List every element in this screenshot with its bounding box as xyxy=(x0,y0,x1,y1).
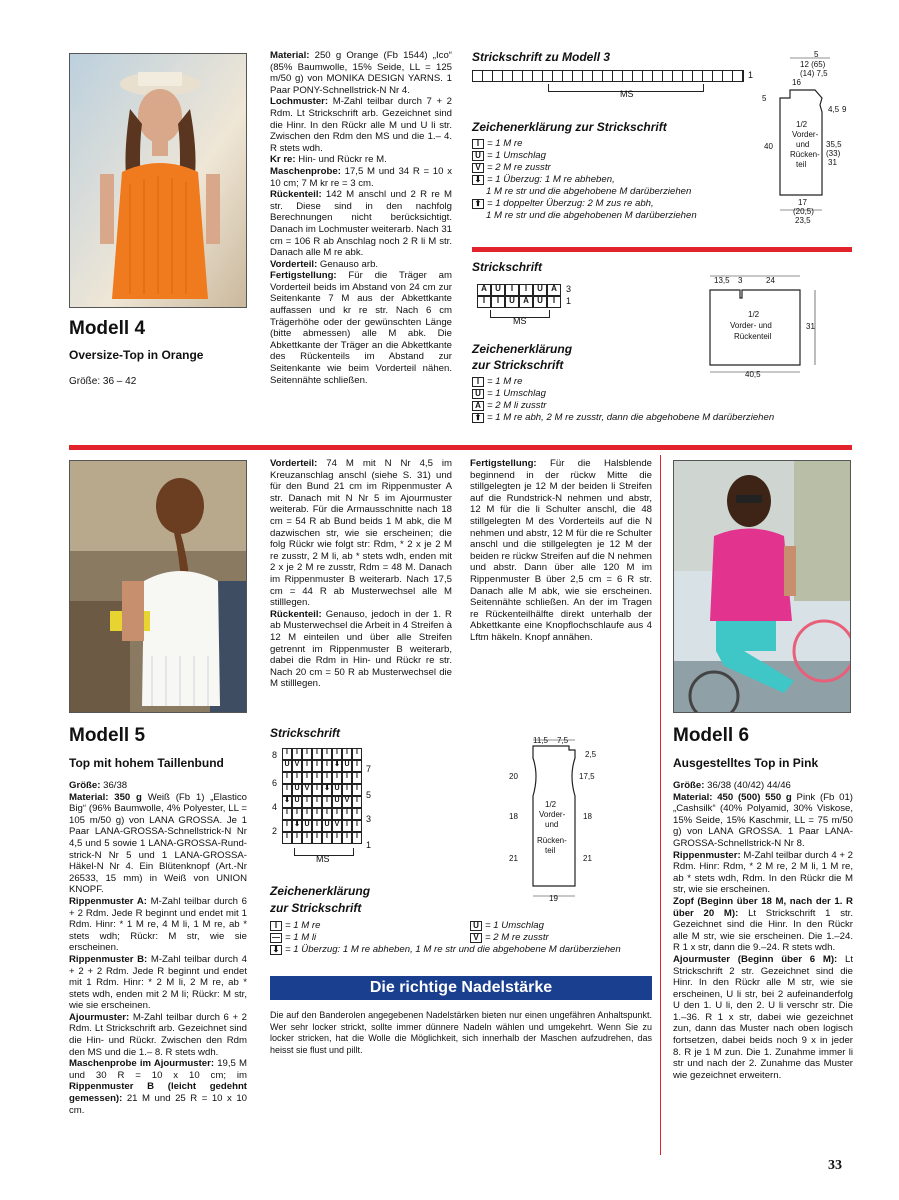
chart-cell: I xyxy=(312,820,322,832)
legend-item: V = 2 M re zusstr xyxy=(470,932,650,944)
chart-cell: I xyxy=(352,748,362,760)
modell-3-row-number: 1 xyxy=(748,70,754,80)
modell-5-chart-heading: Strickschrift xyxy=(270,726,341,740)
chart-cell: I xyxy=(342,808,352,820)
modell-3-chart-row xyxy=(472,70,744,82)
modell-5-instructions-right: Fertigstellung: Für die Halsblende beginnend in der rückw Mitte die stillgelegten je 12 M der beiden li Streifen auf die Rundstrick-N nehmen und abstr, 12 M für die li Schulter anschl, die 48 stillgelegten M des Vorderteils auf die N nehmen und abstr, 12 M für die re Schulter anschl und die stillgelegten je 12 M der beiden re rückw Streifen auf die N nehmen und abstr. Dann über alle 120 M im Rippenmuster B über 2,5 cm = 6 R str. Danach alle M abk, wie sie erscheinen. Seitennähte schließen. An der im Tragen re Rückenteilhälfte direkt unterhalb der Abkettkante eine Knopflochschlaufe aus 4 Lftm häkeln. Knopf annähen. xyxy=(470,458,652,643)
knit-symbol-icon: I xyxy=(472,377,484,387)
chart-cell: I xyxy=(352,796,362,808)
chart-cell: I xyxy=(292,748,302,760)
modell-5-chart: 8 6 4 2 7 5 3 1 I I I I I I I I U V I I I ⬇ U I I I I I I I I I I U V I ⬇ U I I ⬇ U I I I U V I I I I I I I I I I ⬇ U I U V I I I I I I I I I I MS xyxy=(272,749,372,864)
modell-4-subtitle: Oversize-Top in Orange xyxy=(69,348,204,362)
chart-cell: I xyxy=(322,748,332,760)
legend-item: ⬆ = 1 M re abh, 2 M re zusstr, dann die abgehobene M darüberziehen xyxy=(472,412,852,424)
chart-cell: I xyxy=(352,820,362,832)
legend-item: I = 1 M re xyxy=(472,138,772,150)
legend-item: ⬇ = 1 Überzug: 1 M re abheben, 1 M re str und die abgehobene M darüberziehen xyxy=(270,944,650,956)
k2tog-symbol-icon: V xyxy=(470,933,482,943)
legend-item: ⬆ = 1 doppelter Überzug: 2 M zus re abh, xyxy=(472,198,772,210)
page-number: 33 xyxy=(828,1158,842,1173)
section-divider xyxy=(472,247,852,252)
chart-cell: V xyxy=(332,820,342,832)
needle-size-text: Die auf den Banderolen angegebenen Nadelstärken bieten nur einen ungefähren Anhaltspunkt. Wer sehr locker strickt, sollte immer dünnere Nadeln wählen und umgekehrt. Wenn Sie zu locker stricken, hat die Wolle die Möglichkeit, sich innerhalb der Maschen aufzudrehen, das heisst sie flust und pillt. xyxy=(270,1010,652,1055)
chart-cell: I xyxy=(282,748,292,760)
yarn-over-symbol-icon: U xyxy=(472,151,484,161)
yarn-over-symbol-icon: U xyxy=(472,389,484,399)
modell-5-legend-heading-2: zur Strickschrift xyxy=(270,901,362,915)
woman-orange-top-illustration xyxy=(70,54,247,308)
modell-5-instructions-left: Größe: 36/38 Material: 350 g Weiß (Fb 1) „Elastico Big“ (96% Baumwolle, 4% Polyester, LL = 105 m/50 g) von LANA GROSSA. Je 1 Paar LANA-GROSSA-Schnellstrick-N Nr 4,5 und 5 sowie 1 LANA-GROSSA-Rund-strick-N Nr 5 und 1 LANA-GROSSA-Häkel-N Nr 4. Ein Blütenknopf (Art.-Nr 26533, 15 mm) in Weiß von UNION KNOPF. Rippenmuster A: M-Zahl teilbar durch 6 + 2 Rdm. Jede R beginnt und endet mit 1 Rdm. Hinr: * 1 M re, 4 M li, 1 M re, ab * stets wdh; Rückr: M str, wie sie erscheinen. Rippenmuster B: M-Zahl teilbar durch 4 + 2 + 2 Rdm. Jede R beginnt und endet mit 1 Rdm. Hinr: * 2 M li, 2 M re, ab * stets wdh, enden mit 2 M li; Rückr: M str, wie sie erscheinen. Ajourmuster: M-Zahl teilbar durch 6 + 2 Rdm. Lt Strickschrift arb. Gezeichnet sind die Hin- und Rückr. Zwischen den Rdm den MS und die 1.– 8. R stets wdh. Maschenprobe im Ajourmuster: 19,5 M und 30 R = 10 x 10 cm; im Rippenmuster B (leicht gedehnt gemessen): 21 M und 25 R = 10 x 10 cm. xyxy=(69,780,248,1116)
chart-cell: I xyxy=(302,832,312,844)
chart-cell: I xyxy=(312,784,322,796)
chart-cell: U xyxy=(322,820,332,832)
chart-cell: I xyxy=(292,832,302,844)
chart-cell: I xyxy=(352,784,362,796)
chart-cell: ⬇ xyxy=(282,796,292,808)
photo-modell-6 xyxy=(673,460,851,713)
chart-cell: U xyxy=(332,796,342,808)
legend-item: I = 1 M re xyxy=(270,920,650,932)
chart-cell: I xyxy=(352,832,362,844)
modell-4-schematic: 13,5 3 24 31 40,5 1/2 Vorder- und Rückenteil xyxy=(700,270,850,380)
modell-6-instructions: Größe: 36/38 (40/42) 44/46 Material: 450 (500) 550 g Pink (Fb 01) „Cashsilk“ (40% Polyamid, 30% Viskose, 15% Seide, 15% Kaschmir, LL = 75 m/50 g) von LANA GROSSA. 1 Paar LANA-GROSSA-Schnellstrick-N Nr 8. Rippenmuster: M-Zahl teilbar durch 4 + 2 Rdm. Hinr: Rdm, * 2 M re, 2 M li, 1 M re, ab * stets wdh, Rdm. In den Rückr die M str, wie sie erscheinen. Zopf (Beginn über 18 M, nach der 1. R über 20 M): Lt Strickschrift 1 str. Gezeichnet sind die Hinr. In den Rückr alle M str, wie sie erscheinen. Die 1.–24. R 1 x str, dann die 9.–24. R stets wdh. Ajourmuster (Beginn über 6 M): Lt Strickschrift 2 str. Gezeichnet sind die Hinr. In den Rückr alle M str, wie sie erscheinen, U li str, bei 2 aufeinanderfolg U den 1. U li, den 2. U li verschr str. Die 1.–36. R 1 x str, dabei wie gezeichnet zun, dann das Muster nach oben logisch fortsetzen, dabei beids noch 9 x in jeder 8. R je 1 M zun. Die 1. Zunahme immer li str und nach der 2. Zunahme das Muster wie gezeichnet erweitern. xyxy=(673,780,853,1081)
chart-cell: I xyxy=(312,796,322,808)
chart-cell: I xyxy=(342,772,352,784)
chart-cell: I xyxy=(282,784,292,796)
chart-cell: I xyxy=(352,808,362,820)
chart-cell: I xyxy=(302,796,312,808)
modell-4-row-3: 3 xyxy=(566,284,572,294)
chart-cell: I xyxy=(352,772,362,784)
chart-cell: I xyxy=(312,748,322,760)
chart-cell: I xyxy=(322,832,332,844)
knit-symbol-icon: I xyxy=(472,139,484,149)
modell-3-chart-heading: Strickschrift zu Modell 3 xyxy=(472,50,611,64)
chart-cell: ⬇ xyxy=(332,760,342,772)
skp-symbol-icon: ⬇ xyxy=(472,175,484,185)
legend-item: U = 1 Umschlag xyxy=(470,920,650,932)
modell-4-legend xyxy=(472,376,852,424)
chart-cell: I xyxy=(332,772,342,784)
chart-cell: I xyxy=(292,808,302,820)
modell-6-title: Modell 6 xyxy=(673,725,750,746)
chart-cell: I xyxy=(312,808,322,820)
modell-4-legend-heading-2: zur Strickschrift xyxy=(472,358,564,372)
chart-cell: I xyxy=(282,832,292,844)
needle-size-banner: Die richtige Nadelstärke xyxy=(270,976,652,1000)
chart-cell: I xyxy=(312,760,322,772)
chart-cell: I xyxy=(282,772,292,784)
double-dec-symbol-icon: ⬆ xyxy=(472,199,484,209)
modell-5-ms-label: MS xyxy=(316,854,330,864)
chart-cell: I xyxy=(332,748,342,760)
chart-cell: V xyxy=(292,760,302,772)
modell-6-subtitle: Ausgestelltes Top in Pink xyxy=(673,756,819,770)
p2tog-symbol-icon: A xyxy=(472,401,484,411)
skp-symbol-icon: ⬇ xyxy=(270,945,282,955)
chart-cell: I xyxy=(282,808,292,820)
modell-4-chart-heading: Strickschrift xyxy=(472,260,543,274)
chart-cell: I xyxy=(312,772,322,784)
legend-item: 1 M re str und die abgehobene M darüberziehen xyxy=(486,186,692,197)
chart-cell: I xyxy=(342,748,352,760)
legend-item: U = 1 Umschlag xyxy=(472,388,852,400)
k2tog-symbol-icon: V xyxy=(472,163,484,173)
modell-4-ms-label: MS xyxy=(513,316,527,326)
chart-cell: I xyxy=(302,748,312,760)
modell-4-chart-grid: A U I I U A I I U A U I xyxy=(477,284,561,308)
chart-cell: I xyxy=(342,820,352,832)
modell-5-chart-grid xyxy=(282,748,362,844)
chart-cell: I xyxy=(322,772,332,784)
modell-3-ms-label: MS xyxy=(620,89,634,99)
photo-modell-4 xyxy=(69,53,247,308)
legend-item: U = 1 Umschlag xyxy=(472,150,772,162)
legend-item: — = 1 M li xyxy=(272,932,317,943)
yarn-over-symbol-icon: U xyxy=(470,921,482,931)
modell-5-legend-right xyxy=(470,920,650,944)
modell-3-legend-heading: Zeichenerklärung zur Strickschrift xyxy=(472,120,667,134)
chart-cell: I xyxy=(292,772,302,784)
modell-4-title: Modell 4 xyxy=(69,318,146,339)
chart-cell: V xyxy=(302,784,312,796)
chart-cell: I xyxy=(322,760,332,772)
chart-cell: U xyxy=(292,784,302,796)
chart-cell: I xyxy=(282,820,292,832)
legend-item: V = 2 M re zusstr xyxy=(472,162,772,174)
legend-item: 1 M re str und die abgehobenen M darüberziehen xyxy=(486,210,697,221)
chart-cell: I xyxy=(312,832,322,844)
sk2p-symbol-icon: ⬆ xyxy=(472,413,484,423)
chart-cell: U xyxy=(332,784,342,796)
chart-cell: I xyxy=(342,784,352,796)
chart-cell: I xyxy=(332,808,342,820)
chart-cell: U xyxy=(282,760,292,772)
modell-5-schematic: 11,5 7,5 2,5 20 17,5 18 18 21 21 19 1/2 Vorder- und Rücken- teil xyxy=(509,736,597,903)
section-divider xyxy=(69,445,852,450)
column-rule xyxy=(660,455,661,1155)
chart-cell: I xyxy=(352,760,362,772)
modell-3-schematic: 5 12 (65) (14) 7,5 16 5 4,5 9 40 35,5 (33) 31 17 (20,5) 23,5 1/2 Vorder- und Rücken- teil xyxy=(760,50,850,230)
modell-3-legend xyxy=(472,138,772,222)
chart-cell: I xyxy=(302,760,312,772)
modell-5-instructions-mid: Vorderteil: 74 M mit N Nr 4,5 im Kreuzanschlag anschl (siehe S. 31) und für den Bund 21 cm im Rippenmuster A str. Danach mit N Nr 5 im Ajourmuster weiterab. Für die Armausschnitte nach 18 cm = 54 R ab Bund beids 1 M abk, die M dazwischen str, wie sie erscheinen; die folg Rückr wie folgt str: Rdm, * 2 x je 2 M re zusstr, 2 M li, ab * stets wdh, enden mit 2 x je 2 M re zusstr, Rdm = 48 M. Danach im Rippenmuster B weiterarb. Nach 17,5 cm = 44 R ab Musterwechsel alle M stilllegen. Rückenteil: Genauso, jedoch in der 1. R ab Musterwechsel die Arbeit in 4 Streifen à 12 M einteilen und über alle Streifen getrennt im Rippenmuster B weiterarb, dabei die Rdm in Hin- und Rückr re str. Nach 20 cm = 50 R ab Musterwechsel die M stilllegen. xyxy=(270,458,452,690)
modell-5-legend-heading-1: Zeichenerklärung xyxy=(270,884,371,898)
legend-item: ⬇ = 1 Überzug: 1 M re abheben, xyxy=(472,174,772,186)
chart-cell: I xyxy=(302,808,312,820)
chart-cell: I xyxy=(322,796,332,808)
legend-item: A = 2 M li zusstr xyxy=(472,400,852,412)
purl-symbol-icon: — xyxy=(272,933,280,942)
modell-5-title: Modell 5 xyxy=(69,725,146,746)
photo-modell-5 xyxy=(69,460,247,713)
chart-cell: ⬇ xyxy=(322,784,332,796)
legend-item: I = 1 M re xyxy=(472,376,852,388)
chart-cell: I xyxy=(342,832,352,844)
chart-cell: I xyxy=(332,832,342,844)
chart-cell: I xyxy=(302,772,312,784)
chart-cell: U xyxy=(342,760,352,772)
chart-cell: V xyxy=(342,796,352,808)
modell-5-subtitle: Top mit hohem Taillenbund xyxy=(69,756,224,770)
chart-cell: U xyxy=(292,796,302,808)
modell-4-row-1: 1 xyxy=(566,296,572,306)
modell-4-instructions: Material: 250 g Orange (Fb 1544) „Ico“ (85% Baumwolle, 15% Seide, LL = 125 m/50 g) von MONIKA DESIGN YARNS. 1 Paar PONY-Schnellstrick-N Nr 4. Lochmuster: M-Zahl teilbar durch 7 + 2 Rdm. Lt Strickschrift arb. Gezeichnet sind die Hinr. In den Rückr alle M und U li str. Zwischen den Rdm den MS und die 1.– 4. R stets wdh. Kr re: Hin- und Rückr re M. Maschenprobe: 17,5 M und 34 R = 10 x 10 cm; 7 M kr re = 3 cm. Rückenteil: 142 M anschl und 2 R re M str. Diese sind in den nachfolg Berechnungen nicht berücksichtigt. Danach im Lochmuster weiterarb. Nach 31 cm = 106 R ab Anschlag noch 2 R li M str. Danach alle M re abk. Vorderteil: Genauso arb. Fertigstellung: Für die Träger am Vorderteil beids im Abstand von 24 cm zur Seitenkante 7 M aus der Abkettkante auffassen und kr re str. Nach 6 cm Trägerhöhe oder der gewünschten Länge (bitte abmessen) alle M abk. Die Abkettkante der Träger an die Abkettkante des Rückenteils im Abstand zur Seitenkante wie beim Vorderteil nähen. Seitennähte schließen. xyxy=(270,50,452,386)
modell-4-legend-heading-1: Zeichenerklärung xyxy=(472,342,573,356)
chart-cell: I xyxy=(322,808,332,820)
modell-4-size: Größe: 36 – 42 xyxy=(69,376,137,387)
chart-cell: ⬇ xyxy=(292,820,302,832)
knit-symbol-icon: I xyxy=(270,921,282,931)
chart-cell: U xyxy=(302,820,312,832)
